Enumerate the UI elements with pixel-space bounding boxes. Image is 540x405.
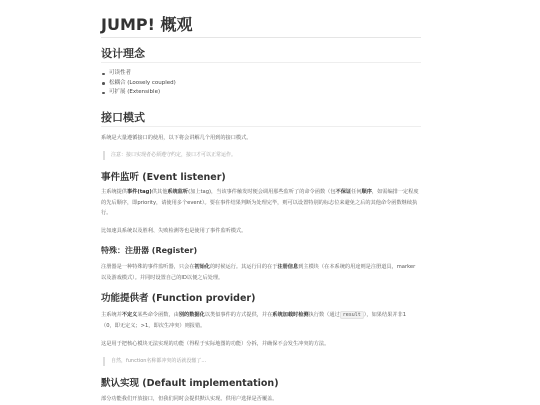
event-listener-example: 比如速具系统以及胜利、失败检测等也是使用了事件监听模式。 bbox=[101, 228, 247, 234]
heading-event-listener: 事件监听 (Event listener) bbox=[101, 172, 226, 183]
list-item: 可读性者 bbox=[101, 69, 176, 79]
title-divider bbox=[101, 37, 421, 38]
function-provider-note: 自然，function名称都冲突的话就没辙了... bbox=[103, 357, 206, 366]
inline-code: result bbox=[340, 311, 364, 319]
section-divider bbox=[101, 62, 421, 63]
function-provider-note-paragraph: 这是用于把核心模块无法实现的功能（得程于实际地图的功能）分拆，并确保不会发生冲突的方法。 bbox=[101, 341, 330, 347]
list-item: 可扩展 (Extensible) bbox=[101, 88, 176, 98]
page-title: JUMP! 概观 bbox=[101, 15, 193, 34]
section-heading-interface: 接口模式 bbox=[101, 111, 145, 124]
heading-register: 特殊：注册器 (Register) bbox=[101, 246, 198, 255]
interface-intro: 系统是大量遵循接口的使用，以下将会讲解几个用到的接口模式。 bbox=[101, 135, 252, 141]
design-list bbox=[101, 69, 176, 98]
register-paragraph: 注册器是一种特殊的事件监听器，只会在初始化的时候运行。其运行目的在于注册信息到主模块（在本系统的用途则是注册道具，marker以及游戏模式）。并同时设置自己的ID以便之后处理。 bbox=[101, 264, 416, 281]
interface-note: 注意：接口实现者必须遵守约定，接口才可以正常运作。 bbox=[103, 151, 236, 160]
section-divider bbox=[101, 126, 421, 127]
heading-default-implementation: 默认实现 (Default implementation) bbox=[101, 378, 279, 389]
default-implementation-paragraph: 部分功能我们开放接口，但我们同时会提供默认实现。供用户选择是否覆盖。 bbox=[101, 396, 278, 402]
list-item: 松耦合 (Loosely coupled) bbox=[101, 79, 176, 89]
function-provider-paragraph: 主系统并不定义某些命令函数，由别的数据化以类似事件的方式提供，并在系统加载时检测执行数（通过 result ），如果结果并非1（0，即无定义；>1，即次生冲突）则报错。 bbox=[101, 312, 406, 329]
event-listener-paragraph: 主系统提供事件(tag)供其他系统监听(加上tag)，当该事件触发时便会调用那些监听了的命令函数（包不保证任何顺序，如需编排一定程度的先后顺序，即priority，请使用多个event）。要在事件结果判断为处理完毕，则可以设置特别的标志位来避免之后的其他命令函数继续执行。 bbox=[101, 189, 419, 216]
section-heading-design: 设计理念 bbox=[101, 47, 145, 60]
heading-function-provider: 功能提供者 (Function provider) bbox=[101, 293, 256, 304]
